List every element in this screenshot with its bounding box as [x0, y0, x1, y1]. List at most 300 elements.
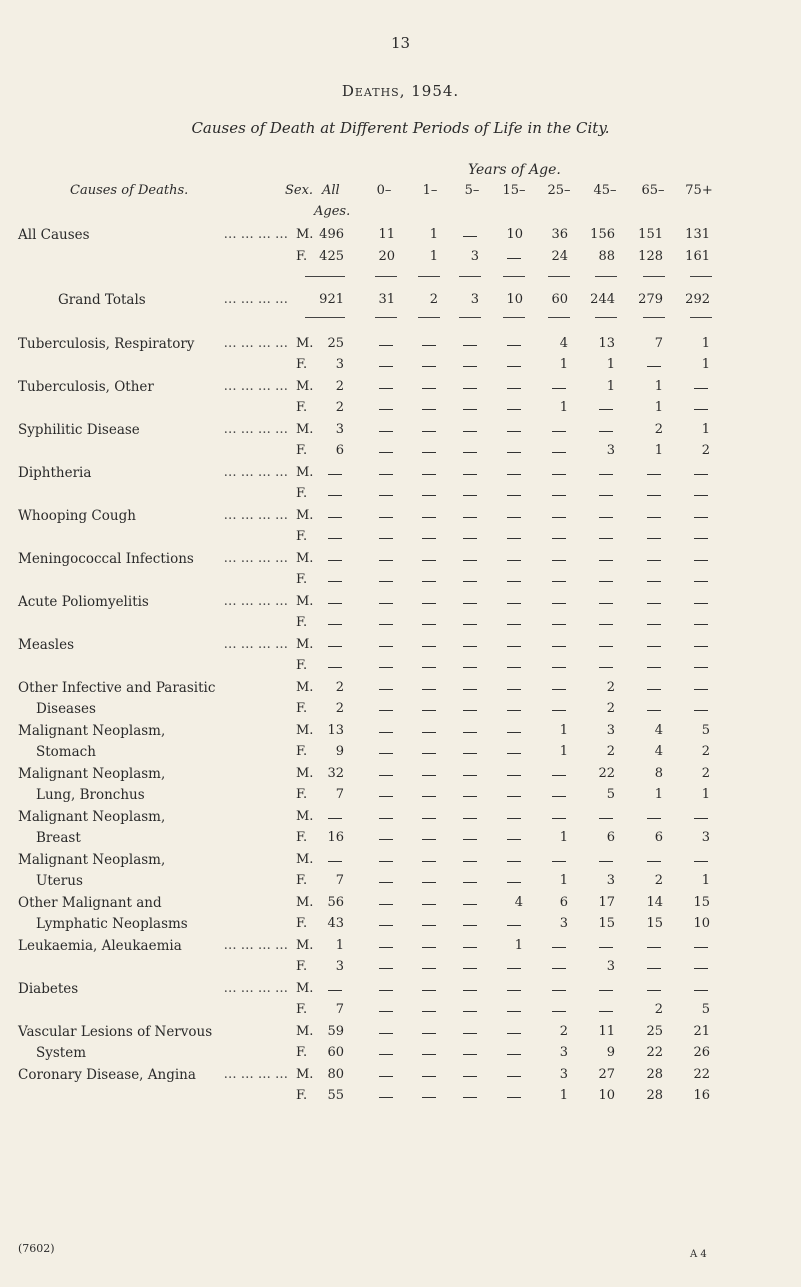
value-dash — [463, 1097, 477, 1098]
cause-label: Acute Poliomyelitis — [18, 593, 149, 610]
value-cell: 15 — [646, 916, 663, 931]
value-dash — [552, 517, 566, 518]
value-cell: 2 — [701, 744, 710, 759]
value-dash — [328, 818, 342, 819]
value-dash — [379, 667, 393, 668]
footer-signature: A 4 — [690, 1249, 707, 1260]
value-cell: 2 — [606, 744, 615, 759]
value-cell: 425 — [319, 248, 344, 264]
value-dash — [463, 1011, 477, 1012]
value-dash — [694, 818, 708, 819]
value-dash — [463, 947, 477, 948]
cause-label: Other Malignant and — [18, 894, 162, 911]
sex-cell: M. — [296, 1023, 314, 1039]
value-cell: 2 — [335, 701, 344, 716]
value-dash — [694, 581, 708, 582]
cause-label: System — [36, 1045, 87, 1061]
header-age-group: 15– — [502, 183, 526, 198]
value-dash — [507, 925, 521, 926]
value-dash — [379, 689, 393, 690]
value-dash — [507, 560, 521, 561]
sex-cell: M. — [296, 636, 314, 652]
value-cell: 496 — [319, 227, 344, 242]
page-number: 13 — [390, 34, 411, 52]
value-dash — [463, 990, 477, 991]
value-cell: 1 — [559, 830, 568, 845]
sex-cell: M. — [296, 722, 314, 738]
value-dash — [694, 947, 708, 948]
value-dash — [599, 818, 613, 819]
value-dash — [507, 689, 521, 690]
value-cell: 3 — [335, 959, 344, 974]
value-dash — [379, 560, 393, 561]
value-dash — [552, 861, 566, 862]
value-cell: 1 — [654, 443, 663, 458]
sex-cell: F. — [296, 787, 308, 802]
cause-label: Stomach — [36, 744, 96, 760]
value-cell: 279 — [638, 292, 663, 307]
sex-cell: M. — [296, 1066, 314, 1082]
value-cell: 1 — [654, 400, 663, 415]
sex-cell: F. — [296, 744, 308, 759]
value-cell: 55 — [327, 1088, 344, 1103]
value-cell: 1 — [559, 722, 568, 738]
header-age-group: 65– — [641, 183, 665, 198]
value-dash — [463, 732, 477, 733]
value-dash — [422, 517, 436, 518]
sex-cell: F. — [296, 1088, 308, 1103]
value-dash — [422, 947, 436, 948]
header-age-group: 45– — [593, 183, 617, 198]
leader-dots: … … … … — [223, 421, 288, 437]
total-rule — [305, 276, 345, 277]
value-cell: 2 — [606, 679, 615, 695]
value-dash — [647, 667, 661, 668]
value-dash — [422, 560, 436, 561]
value-cell: 13 — [598, 335, 615, 351]
value-cell: 1 — [559, 400, 568, 415]
value-cell: 22 — [646, 1045, 663, 1060]
cause-label: Malignant Neoplasm, — [18, 765, 166, 782]
sex-cell: F. — [296, 615, 308, 630]
value-dash — [647, 818, 661, 819]
sex-cell: M. — [296, 765, 314, 781]
value-dash — [647, 861, 661, 862]
sex-cell: M. — [296, 937, 314, 953]
value-cell: 1 — [559, 357, 568, 372]
cause-label: All Causes — [18, 227, 90, 243]
sex-cell: F. — [296, 701, 308, 716]
value-cell: 1 — [701, 335, 710, 351]
value-dash — [647, 710, 661, 711]
value-cell: 13 — [327, 722, 344, 738]
value-dash — [507, 431, 521, 432]
value-dash — [694, 710, 708, 711]
value-cell: 3 — [606, 959, 615, 974]
value-cell: 60 — [551, 292, 568, 307]
total-rule — [595, 276, 617, 277]
sex-cell: M. — [296, 335, 314, 351]
value-cell: 80 — [327, 1066, 344, 1082]
value-cell: 3 — [470, 292, 479, 307]
value-cell: 36 — [551, 227, 568, 242]
value-dash — [422, 882, 436, 883]
value-dash — [647, 474, 661, 475]
value-cell: 1 — [559, 873, 568, 888]
value-cell: 244 — [590, 292, 615, 307]
value-cell: 1 — [701, 421, 710, 437]
total-rule — [643, 276, 665, 277]
value-dash — [599, 431, 613, 432]
value-dash — [599, 581, 613, 582]
value-dash — [328, 560, 342, 561]
value-dash — [694, 538, 708, 539]
total-rule — [595, 317, 617, 318]
value-cell: 10 — [693, 916, 710, 931]
value-dash — [463, 667, 477, 668]
leader-dots: … … … … — [223, 636, 288, 652]
header-all-ages-line1: All — [322, 183, 340, 198]
value-dash — [694, 861, 708, 862]
value-dash — [379, 882, 393, 883]
value-dash — [463, 1076, 477, 1077]
value-dash — [507, 1033, 521, 1034]
sex-cell: F. — [296, 916, 308, 931]
value-dash — [552, 581, 566, 582]
leader-dots: … … … … — [223, 507, 288, 523]
value-dash — [463, 624, 477, 625]
value-cell: 28 — [646, 1088, 663, 1103]
value-dash — [328, 581, 342, 582]
value-dash — [328, 624, 342, 625]
value-cell: 2 — [701, 765, 710, 781]
value-dash — [694, 474, 708, 475]
value-dash — [422, 495, 436, 496]
value-cell: 2 — [335, 679, 344, 695]
leader-dots: … … … … — [223, 1066, 288, 1082]
value-dash — [422, 710, 436, 711]
value-dash — [507, 452, 521, 453]
value-dash — [507, 1097, 521, 1098]
cause-label: Meningococcal Infections — [18, 550, 194, 567]
value-cell: 8 — [654, 765, 663, 781]
value-dash — [422, 538, 436, 539]
value-dash — [694, 968, 708, 969]
header-causes: Causes of Deaths. — [70, 183, 189, 198]
value-dash — [328, 538, 342, 539]
value-cell: 22 — [598, 765, 615, 781]
value-dash — [463, 968, 477, 969]
value-dash — [694, 689, 708, 690]
sex-cell: F. — [296, 443, 308, 458]
page-subtitle: Causes of Death at Different Periods of Life in the City. — [191, 119, 610, 137]
value-cell: 1 — [701, 873, 710, 888]
value-dash — [463, 345, 477, 346]
value-dash — [552, 796, 566, 797]
value-dash — [507, 581, 521, 582]
value-dash — [328, 603, 342, 604]
value-dash — [694, 560, 708, 561]
value-dash — [599, 624, 613, 625]
value-cell: 10 — [598, 1088, 615, 1103]
value-cell: 2 — [559, 1023, 568, 1039]
value-dash — [379, 1011, 393, 1012]
value-dash — [422, 796, 436, 797]
value-dash — [422, 452, 436, 453]
value-cell: 21 — [693, 1023, 710, 1039]
sex-cell: M. — [296, 421, 314, 437]
value-dash — [379, 452, 393, 453]
value-cell: 7 — [335, 873, 344, 888]
sex-cell: M. — [296, 808, 314, 824]
value-dash — [552, 538, 566, 539]
value-dash — [552, 624, 566, 625]
value-cell: 3 — [559, 916, 568, 931]
value-dash — [463, 1033, 477, 1034]
total-rule — [548, 317, 570, 318]
total-rule — [418, 276, 440, 277]
value-cell: 3 — [606, 722, 615, 738]
value-dash — [328, 990, 342, 991]
value-cell: 3 — [335, 421, 344, 437]
value-cell: 1 — [606, 378, 615, 394]
value-dash — [507, 710, 521, 711]
value-cell: 156 — [590, 227, 615, 242]
value-cell: 1 — [429, 248, 438, 264]
value-cell: 16 — [693, 1088, 710, 1103]
value-dash — [552, 689, 566, 690]
value-dash — [422, 925, 436, 926]
value-dash — [379, 495, 393, 496]
value-dash — [552, 775, 566, 776]
value-dash — [599, 409, 613, 410]
value-dash — [328, 495, 342, 496]
value-dash — [507, 732, 521, 733]
value-dash — [422, 646, 436, 647]
total-rule — [459, 317, 481, 318]
value-cell: 5 — [606, 787, 615, 802]
value-dash — [328, 667, 342, 668]
value-dash — [552, 710, 566, 711]
value-dash — [422, 818, 436, 819]
value-cell: 4 — [559, 335, 568, 351]
value-dash — [379, 710, 393, 711]
value-dash — [552, 560, 566, 561]
leader-dots: … … … … — [223, 335, 288, 351]
value-dash — [599, 861, 613, 862]
value-cell: 25 — [327, 335, 344, 351]
value-cell: 161 — [685, 248, 710, 264]
value-dash — [599, 947, 613, 948]
value-dash — [379, 624, 393, 625]
value-dash — [422, 1097, 436, 1098]
sex-cell: F. — [296, 357, 308, 372]
value-cell: 7 — [654, 335, 663, 351]
value-cell: 921 — [319, 292, 344, 307]
leader-dots: … … … … — [223, 980, 288, 996]
value-dash — [507, 409, 521, 410]
value-dash — [463, 474, 477, 475]
value-dash — [647, 603, 661, 604]
total-rule — [503, 317, 525, 318]
value-dash — [463, 839, 477, 840]
sex-cell: F. — [296, 572, 308, 587]
value-cell: 1 — [514, 937, 523, 953]
value-dash — [379, 345, 393, 346]
value-cell: 9 — [606, 1045, 615, 1060]
value-dash — [463, 818, 477, 819]
value-dash — [694, 603, 708, 604]
value-cell: 7 — [335, 1002, 344, 1017]
value-dash — [422, 1076, 436, 1077]
value-dash — [379, 603, 393, 604]
sex-cell: M. — [296, 507, 314, 523]
value-dash — [379, 1033, 393, 1034]
value-dash — [379, 732, 393, 733]
value-dash — [422, 624, 436, 625]
value-dash — [552, 431, 566, 432]
value-dash — [507, 495, 521, 496]
value-dash — [647, 689, 661, 690]
value-dash — [507, 990, 521, 991]
value-dash — [694, 667, 708, 668]
value-dash — [647, 495, 661, 496]
value-cell: 3 — [559, 1045, 568, 1060]
value-cell: 24 — [551, 248, 568, 264]
value-dash — [463, 495, 477, 496]
value-dash — [463, 861, 477, 862]
value-dash — [463, 409, 477, 410]
cause-label: Diseases — [36, 701, 96, 717]
value-dash — [328, 474, 342, 475]
years-of-age-label: Years of Age. — [468, 162, 561, 178]
value-cell: 3 — [559, 1066, 568, 1082]
value-cell: 131 — [685, 227, 710, 242]
value-dash — [463, 388, 477, 389]
value-dash — [463, 452, 477, 453]
value-cell: 3 — [606, 443, 615, 458]
value-dash — [379, 474, 393, 475]
value-cell: 60 — [327, 1045, 344, 1060]
value-dash — [507, 538, 521, 539]
value-cell: 1 — [701, 357, 710, 372]
value-dash — [422, 366, 436, 367]
cause-label: Grand Totals — [58, 292, 146, 308]
value-cell: 2 — [335, 400, 344, 415]
leader-dots: … … … … — [223, 378, 288, 394]
value-dash — [463, 603, 477, 604]
total-rule — [503, 276, 525, 277]
leader-dots: … … … … — [223, 292, 288, 307]
value-dash — [379, 1054, 393, 1055]
value-dash — [422, 431, 436, 432]
value-dash — [328, 646, 342, 647]
value-dash — [507, 839, 521, 840]
sex-cell: F. — [296, 400, 308, 415]
total-rule — [548, 276, 570, 277]
value-dash — [552, 388, 566, 389]
value-dash — [647, 990, 661, 991]
value-dash — [552, 667, 566, 668]
header-sex: Sex. — [285, 183, 314, 198]
value-dash — [647, 581, 661, 582]
value-dash — [507, 796, 521, 797]
value-dash — [379, 925, 393, 926]
cause-label: Vascular Lesions of Nervous — [18, 1023, 213, 1040]
value-dash — [422, 603, 436, 604]
value-dash — [422, 990, 436, 991]
value-dash — [507, 258, 521, 259]
cause-label: Tuberculosis, Respiratory — [18, 335, 195, 352]
sex-cell: M. — [296, 593, 314, 609]
value-dash — [422, 409, 436, 410]
value-dash — [463, 431, 477, 432]
value-dash — [422, 1054, 436, 1055]
value-dash — [507, 517, 521, 518]
value-dash — [647, 968, 661, 969]
value-dash — [694, 990, 708, 991]
value-dash — [552, 452, 566, 453]
value-dash — [379, 366, 393, 367]
value-cell: 2 — [606, 701, 615, 716]
cause-label: Breast — [36, 830, 81, 846]
total-rule — [375, 276, 397, 277]
leader-dots: … … … … — [223, 464, 288, 480]
value-dash — [507, 474, 521, 475]
value-dash — [463, 775, 477, 776]
value-dash — [422, 581, 436, 582]
value-dash — [379, 968, 393, 969]
value-dash — [422, 1033, 436, 1034]
total-rule — [690, 317, 712, 318]
sex-cell: F. — [296, 529, 308, 544]
value-cell: 17 — [598, 894, 615, 910]
value-cell: 22 — [693, 1066, 710, 1082]
total-rule — [418, 317, 440, 318]
cause-label: Malignant Neoplasm, — [18, 851, 166, 868]
value-cell: 4 — [654, 744, 663, 759]
value-dash — [422, 968, 436, 969]
value-dash — [599, 646, 613, 647]
sex-cell: M. — [296, 679, 314, 695]
value-dash — [379, 1097, 393, 1098]
value-dash — [507, 345, 521, 346]
cause-label: Malignant Neoplasm, — [18, 722, 166, 739]
value-dash — [507, 1011, 521, 1012]
value-dash — [599, 495, 613, 496]
leader-dots: … … … … — [223, 593, 288, 609]
value-dash — [647, 517, 661, 518]
cause-label: Whooping Cough — [18, 507, 136, 524]
value-dash — [507, 818, 521, 819]
page-title: Deaths, 1954. — [341, 82, 460, 100]
value-cell: 128 — [638, 248, 663, 264]
header-age-group: 25– — [547, 183, 571, 198]
cause-label: Uterus — [36, 873, 83, 889]
header-age-group: 0– — [376, 183, 392, 198]
value-dash — [379, 646, 393, 647]
value-dash — [379, 538, 393, 539]
value-dash — [694, 624, 708, 625]
total-rule — [459, 276, 481, 277]
value-cell: 3 — [470, 248, 479, 264]
value-cell: 28 — [646, 1066, 663, 1082]
value-dash — [463, 236, 477, 237]
leader-dots: … … … … — [223, 227, 288, 242]
value-cell: 1 — [654, 378, 663, 394]
value-cell: 6 — [335, 443, 344, 458]
footer-code: (7602) — [18, 1242, 55, 1255]
